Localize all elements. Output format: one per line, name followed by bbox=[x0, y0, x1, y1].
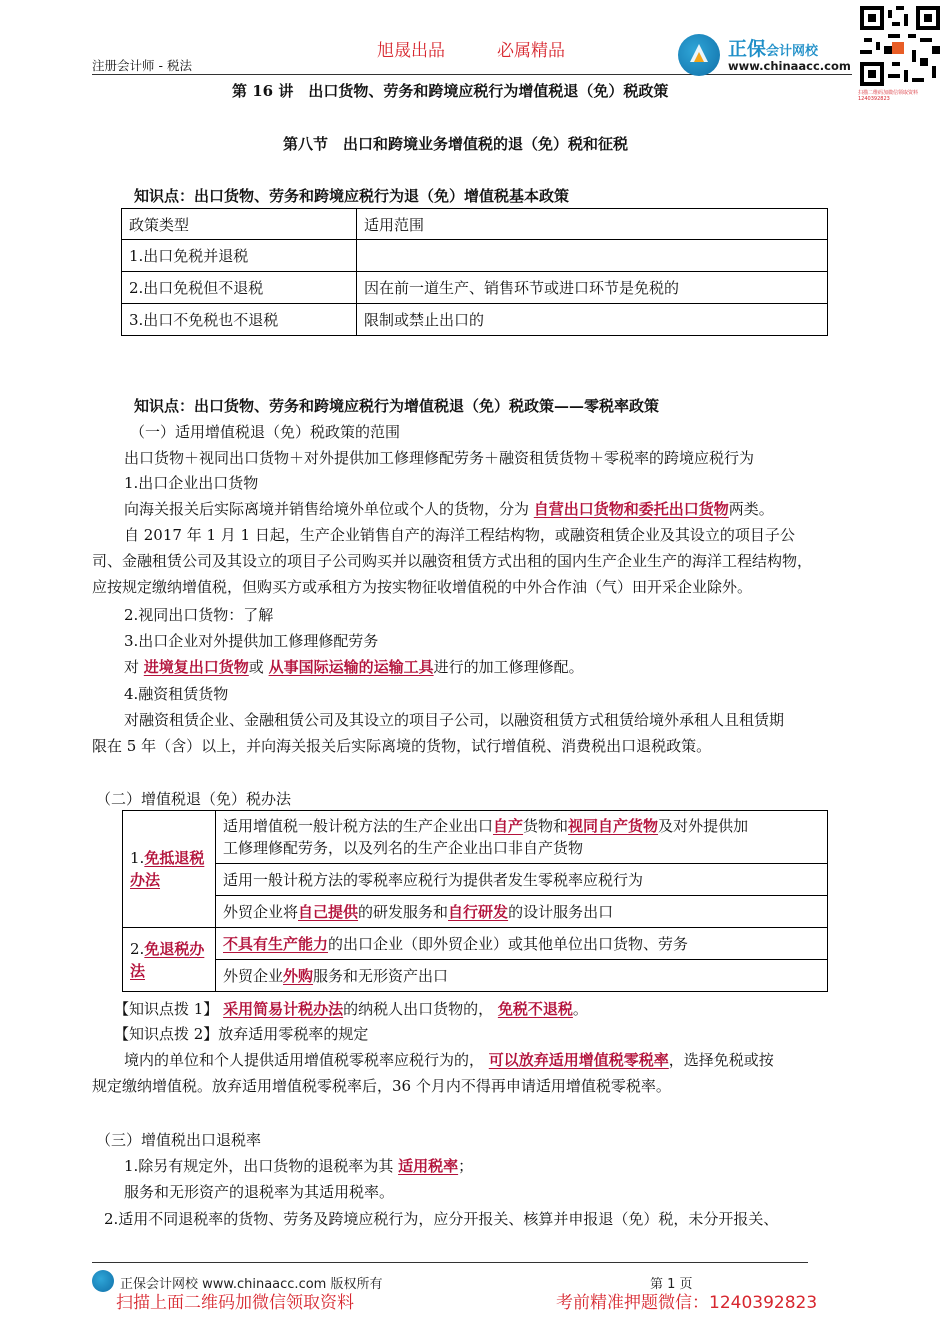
highlight-text: 自己提供 bbox=[298, 903, 359, 921]
refund-method-table bbox=[122, 810, 828, 992]
tip-line: 【知识点拨 1】 采用简易计税办法的纳税人出口货物的， 免税不退税。 bbox=[114, 1000, 588, 1018]
subsection-heading: （三）增值税出口退税率 bbox=[96, 1131, 262, 1149]
method-label-cell: 1.免抵退税办法 bbox=[123, 811, 216, 928]
footer-promo-left: 扫描上面二维码加微信领取资料 bbox=[116, 1293, 354, 1313]
paragraph-line: 向海关报关后实际离境并销售给境外单位或个人的货物，分为 自营出口货物和委托出口货物两类。 bbox=[124, 500, 774, 518]
highlight-text: 视同自产货物 bbox=[568, 817, 659, 835]
highlight-text: 自行研发 bbox=[448, 903, 509, 921]
table-row bbox=[122, 272, 828, 304]
footer-logo-icon bbox=[92, 1270, 114, 1292]
highlight-text: 自营出口货物和委托出口货物 bbox=[533, 500, 729, 518]
table-cell: 不具有生产能力的出口企业（即外贸企业）或其他单位出口货物、劳务 bbox=[216, 928, 828, 960]
paragraph-line: 规定缴纳增值税。放弃适用增值税零税率后，36 个月内不得再申请适用增值税零税率。 bbox=[92, 1077, 671, 1095]
table-row bbox=[123, 960, 828, 992]
table-header-row bbox=[122, 209, 828, 240]
paragraph-line: 对融资租赁企业、金融租赁公司及其设立的项目子公司，以融资租赁方式租赁给境外承租人且租赁期 bbox=[124, 711, 785, 729]
section-title: 第八节 出口和跨境业务增值税的退（免）税和征税 bbox=[283, 135, 629, 153]
tip-line: 【知识点拨 2】放弃适用零税率的规定 bbox=[114, 1025, 369, 1043]
paragraph-line: 司、金融租赁公司及其设立的项目子公司购买并以融资租赁方式出租的国内生产企业生产的海洋工程结构物， bbox=[92, 552, 813, 570]
table-row bbox=[123, 896, 828, 928]
brand-url: www.chinaacc.com bbox=[728, 59, 851, 73]
table-row bbox=[122, 304, 828, 336]
highlight-text: 外购 bbox=[283, 967, 314, 985]
table-cell: 1.出口免税并退税 bbox=[122, 240, 357, 272]
table-cell: 2.出口免税但不退税 bbox=[122, 272, 357, 304]
paragraph-line: 2.适用不同退税率的货物、劳务及跨境应税行为，应分开报关、核算并申报退（免）税，未分开报关、 bbox=[104, 1210, 779, 1228]
subsection-heading: （一）适用增值税退（免）税政策的范围 bbox=[130, 423, 401, 441]
paragraph-line: 应按规定缴纳增值税，但购买方或承租方为按实物征收增值税的中外合作油（气）田开采企业除外。 bbox=[92, 578, 753, 596]
highlight-text: 可以放弃适用增值税零税率 bbox=[488, 1051, 669, 1069]
highlight-text: 适用税率 bbox=[398, 1157, 459, 1175]
table-cell: 适用增值税一般计税方法的生产企业出口自产货物和视同自产货物及对外提供加 工修理修配劳务，以及列名的生产企业出口非自产货物 bbox=[216, 811, 828, 864]
lecture-title: 第 16 讲 出口货物、劳务和跨境应税行为增值税退（免）税政策 bbox=[232, 82, 669, 100]
table-cell: 外贸企业将自己提供的研发服务和自行研发的设计服务出口 bbox=[216, 896, 828, 928]
table-cell bbox=[357, 240, 828, 272]
footer-promo-right: 考前精准押题微信：1240392823 bbox=[556, 1293, 818, 1313]
header-course-name: 注册会计师 - 税法 bbox=[92, 58, 192, 73]
table-row bbox=[123, 811, 828, 864]
item-title: 3.出口企业对外提供加工修理修配劳务 bbox=[124, 632, 379, 650]
table-cell: 因在前一道生产、销售环节或进口环节是免税的 bbox=[357, 272, 828, 304]
table-header-cell: 政策类型 bbox=[122, 209, 357, 240]
item-title: 4.融资租赁货物 bbox=[124, 685, 229, 703]
subsection-heading: （二）增值税退（免）税办法 bbox=[96, 790, 292, 808]
table-row bbox=[123, 864, 828, 896]
highlight-text: 自产 bbox=[493, 817, 524, 835]
footer-divider bbox=[92, 1262, 808, 1263]
highlight-text: 进境复出口货物 bbox=[143, 658, 249, 676]
header-tagline-right: 必属精品 bbox=[497, 41, 565, 61]
footer-copyright: 正保会计网校 www.chinaacc.com 版权所有 bbox=[120, 1277, 383, 1292]
table-header-cell: 适用范围 bbox=[357, 209, 828, 240]
brand-logo bbox=[678, 26, 858, 80]
item-title: 2.视同出口货物：了解 bbox=[124, 606, 274, 624]
brand-subname: 会计网校 bbox=[766, 44, 819, 59]
highlight-text: 从事国际运输的运输工具 bbox=[268, 658, 434, 676]
highlight-text: 免税不退税 bbox=[497, 1000, 573, 1018]
qr-caption: 扫描二维码加微信领取资料 1240392823 bbox=[858, 90, 919, 102]
header-tagline-left: 旭晟出品 bbox=[377, 41, 445, 61]
kp1-title: 知识点：出口货物、劳务和跨境应税行为退（免）增值税基本政策 bbox=[134, 187, 570, 205]
highlight-text: 免退税办法 bbox=[130, 939, 205, 980]
paragraph-line: 服务和无形资产的退税率为其适用税率。 bbox=[124, 1183, 395, 1201]
paragraph-line: 对 进境复出口货物或 从事国际运输的运输工具进行的加工修理修配。 bbox=[124, 658, 584, 676]
paragraph-line: 1.除另有规定外，出口货物的退税率为其 适用税率； bbox=[124, 1157, 474, 1175]
highlight-text: 免抵退税办法 bbox=[130, 849, 205, 889]
highlight-text: 不具有生产能力 bbox=[223, 935, 329, 953]
table-cell: 适用一般计税方法的零税率应税行为提供者发生零税率应税行为 bbox=[216, 864, 828, 896]
item-title: 1.出口企业出口货物 bbox=[124, 474, 259, 492]
brand-name: 正保 bbox=[728, 38, 767, 60]
policy-table bbox=[121, 208, 828, 336]
qr-code-icon bbox=[860, 6, 940, 86]
book-icon bbox=[688, 40, 710, 66]
paragraph-line: 限在 5 年（含）以上，并向海关报关后实际离境的货物，试行增值税、消费税出口退税政策。 bbox=[92, 737, 712, 755]
method-label-cell: 2.免退税办法 bbox=[123, 928, 216, 992]
table-cell: 3.出口不免税也不退税 bbox=[122, 304, 357, 336]
scope-summary: 出口货物＋视同出口货物＋对外提供加工修理修配劳务＋融资租赁货物＋零税率的跨境应税行为 bbox=[124, 449, 755, 467]
page-number: 第 1 页 bbox=[650, 1277, 693, 1292]
paragraph-line: 自 2017 年 1 月 1 日起，生产企业销售自产的海洋工程结构物，或融资租赁企业及其设立的项目子公 bbox=[124, 526, 795, 544]
table-row bbox=[122, 240, 828, 272]
table-row bbox=[123, 928, 828, 960]
highlight-text: 采用简易计税办法 bbox=[223, 1000, 344, 1018]
table-cell: 外贸企业外购服务和无形资产出口 bbox=[216, 960, 828, 992]
table-cell: 限制或禁止出口的 bbox=[357, 304, 828, 336]
paragraph-line: 境内的单位和个人提供适用增值税零税率应税行为的， 可以放弃适用增值税零税率，选择免税或按 bbox=[124, 1051, 774, 1069]
kp2-title: 知识点：出口货物、劳务和跨境应税行为增值税退（免）税政策——零税率政策 bbox=[134, 397, 660, 415]
